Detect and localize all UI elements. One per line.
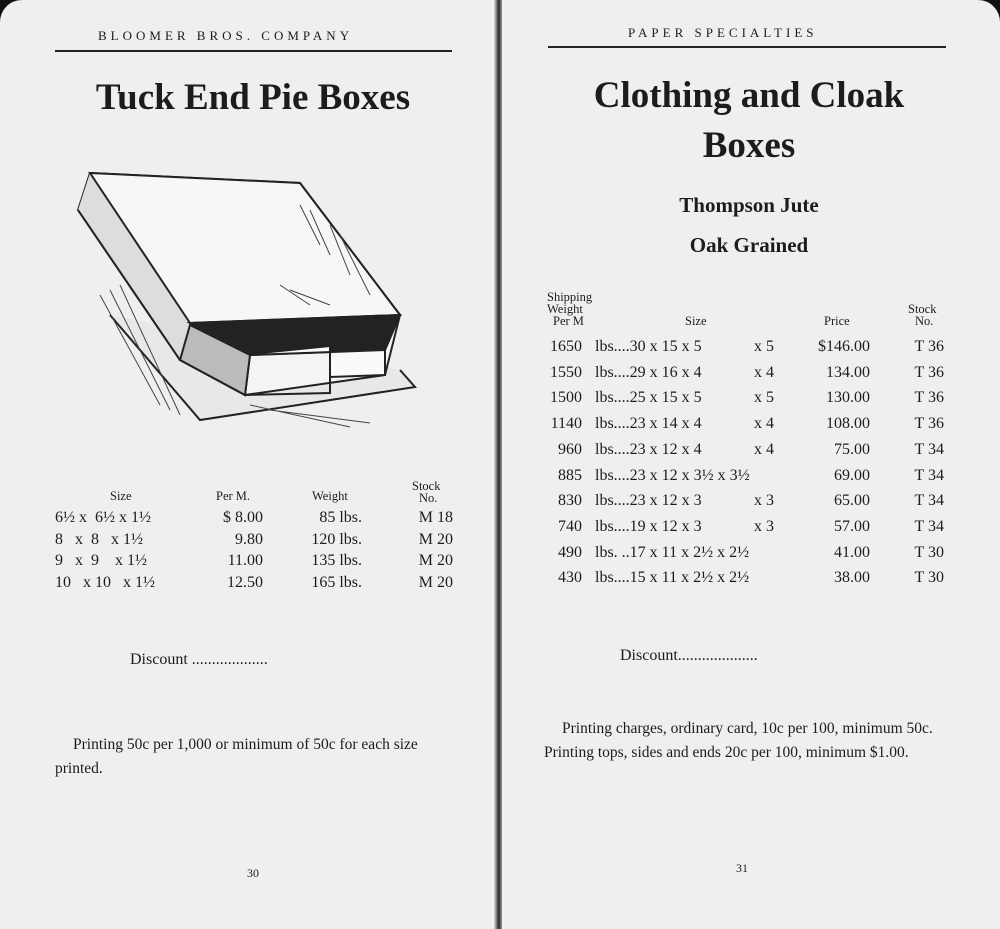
cell-size-extra: x 5 (754, 389, 774, 407)
subtitle-material: Thompson Jute (679, 193, 819, 217)
cell-per-m: $ 8.00 (223, 509, 263, 526)
right-page (502, 0, 1000, 929)
header-per-m: Per M (553, 314, 584, 328)
cell-stock: T 34 (914, 492, 944, 510)
cell-size-extra: x 4 (754, 415, 774, 433)
cell-weight: 430 (558, 569, 582, 587)
cell-stock: M 20 (418, 552, 453, 570)
cell-stock: M 18 (418, 509, 453, 526)
cell-size: lbs....30 x 15 x 5 (595, 338, 702, 355)
page-title-line2: Boxes (702, 125, 796, 166)
cell-weight: 740 (558, 517, 582, 535)
cell-per-m: 12.50 (227, 574, 263, 592)
cell-weight: 120 lbs. (311, 530, 362, 548)
cell-stock: T 34 (914, 466, 944, 484)
cell-price: 108.00 (826, 415, 870, 433)
cell-weight: 830 (558, 492, 582, 510)
cell-size: lbs....23 x 12 x 3 (595, 492, 702, 510)
left-page (0, 0, 496, 929)
header-weight: Weight (312, 489, 348, 503)
cell-size: 9 x 9 x 1½ (55, 552, 147, 570)
cell-size: lbs....23 x 12 x 3½ x 3½ (595, 466, 750, 484)
header-size: Size (110, 489, 132, 503)
cell-stock: T 30 (914, 543, 944, 561)
cell-stock: T 36 (914, 338, 944, 355)
cell-price: 75.00 (834, 440, 870, 458)
header-stock: Stock (412, 479, 441, 493)
cell-price: 38.00 (834, 569, 870, 587)
cell-price: 130.00 (826, 389, 870, 407)
cell-size-extra: x 4 (754, 363, 774, 381)
cell-size: lbs....25 x 15 x 5 (595, 389, 702, 407)
cell-size-extra: x 5 (754, 338, 774, 355)
cell-price: 57.00 (834, 517, 870, 535)
header-rule (548, 46, 946, 48)
printing-note: Printing 50c per 1,000 or minimum of 50c for each size printed. (55, 736, 418, 777)
cell-stock: T 36 (914, 363, 944, 381)
cell-size: lbs....15 x 11 x 2½ x 2½ (595, 569, 750, 587)
cell-weight: 960 (558, 440, 582, 458)
page-number: 31 (736, 861, 748, 875)
pie-box-illustration (70, 165, 430, 435)
subtitle-finish: Oak Grained (689, 233, 809, 257)
printing-note: Printing charges, ordinary card, 10c per 100, minimum 50c. Printing tops, sides and ends 20c per 100, minimum $1.00. (544, 720, 933, 761)
cell-weight: 1550 (550, 363, 582, 381)
header-shipping: Shipping (547, 290, 593, 304)
cell-price: $146.00 (818, 338, 870, 355)
cell-size-extra: x 4 (754, 440, 774, 458)
cell-per-m: 9.80 (235, 530, 263, 548)
page-title: Tuck End Pie Boxes (95, 77, 411, 118)
cell-price: 65.00 (834, 492, 870, 510)
header-stock-no: No. (419, 491, 438, 505)
cell-weight: 1650 (550, 338, 582, 355)
cell-size: lbs....29 x 16 x 4 (595, 363, 702, 381)
cell-price: 69.00 (834, 466, 870, 484)
cell-stock: T 36 (914, 389, 944, 407)
cell-size: lbs....19 x 12 x 3 (595, 517, 702, 535)
cell-price: 134.00 (826, 363, 870, 381)
header-per-m: Per M. (216, 489, 251, 503)
cell-per-m: 11.00 (227, 552, 263, 570)
cell-weight: 885 (558, 466, 582, 484)
cell-size: 8 x 8 x 1½ (55, 530, 143, 548)
cell-size: 6½ x 6½ x 1½ (55, 509, 151, 526)
cell-weight: 85 lbs. (319, 509, 362, 526)
cell-price: 41.00 (834, 543, 870, 561)
header-weight: Weight (547, 302, 583, 316)
cell-weight: 135 lbs. (311, 552, 362, 570)
header-size: Size (685, 314, 707, 328)
cell-weight: 490 (558, 543, 582, 561)
cell-size: lbs....23 x 12 x 4 (595, 440, 702, 458)
cell-size-extra: x 3 (754, 517, 774, 535)
cell-stock: T 36 (914, 415, 944, 433)
cell-stock: M 20 (418, 574, 453, 592)
header-stock-no: No. (915, 314, 934, 328)
cell-stock: T 34 (914, 517, 944, 535)
cell-weight: 1500 (550, 389, 582, 407)
cell-stock: T 30 (914, 569, 944, 587)
cell-weight: 1140 (550, 415, 582, 433)
cell-size: lbs. ..17 x 11 x 2½ x 2½ (595, 543, 750, 561)
cell-weight: 165 lbs. (311, 574, 362, 592)
cell-size-extra: x 3 (754, 492, 774, 510)
page-title-line1: Clothing and Cloak (593, 75, 905, 116)
cell-stock: M 20 (418, 530, 453, 548)
cell-size: 10 x 10 x 1½ (55, 574, 155, 592)
running-head: BLOOMER BROS. COMPANY (98, 28, 354, 43)
cell-size: lbs....23 x 14 x 4 (595, 415, 702, 433)
header-rule (55, 50, 452, 52)
discount-line: Discount.................... (620, 647, 758, 664)
cell-stock: T 34 (914, 440, 944, 458)
header-stock: Stock (908, 302, 937, 316)
running-head: PAPER SPECIALTIES (628, 25, 818, 40)
header-price: Price (824, 314, 850, 328)
discount-line: Discount ................... (130, 651, 268, 668)
page-number: 30 (247, 866, 259, 880)
